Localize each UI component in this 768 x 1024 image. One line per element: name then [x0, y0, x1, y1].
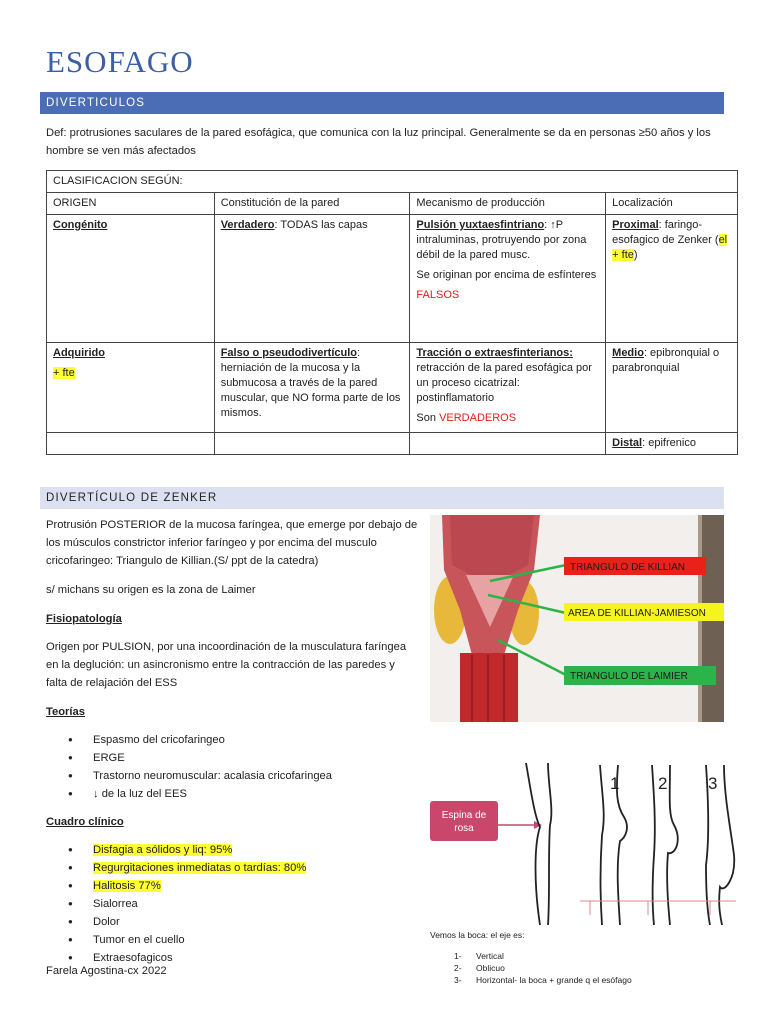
term-falso: Falso o pseudodivertículo — [220, 347, 357, 359]
callout-text: Espina de rosa — [441, 810, 487, 834]
item-number: 2- — [454, 963, 462, 973]
term-pulsion: Pulsión yuxtaesfintriano — [416, 219, 545, 231]
diagram-note-list — [454, 950, 632, 986]
cell-text: : epibronquial o parabronquial — [612, 347, 720, 374]
zenker-body — [46, 516, 418, 977]
list-item — [454, 950, 632, 962]
diverticulum-diagram — [430, 755, 740, 930]
term-verdadero: Verdadero — [220, 219, 275, 231]
cell-text: Se originan por encima de esfínteres — [416, 269, 597, 281]
label-laimer: TRIANGULO DE LAIMIER — [570, 671, 688, 682]
classification-table — [46, 170, 738, 455]
list-item: ● Sialorrea — [46, 895, 418, 913]
page-title: ESOFAGO — [46, 44, 194, 79]
highlight: Disfagia a sólidos y liq: 95% — [93, 844, 233, 856]
item-text: Oblicuo — [476, 963, 505, 973]
list-item — [454, 974, 632, 986]
term-traccion: Tracción o extraesfinterianos: — [416, 347, 573, 359]
item-text: Vertical — [476, 951, 504, 961]
callout-box — [430, 801, 498, 841]
table-cell — [214, 433, 410, 455]
list-item: ● Trastorno neuromuscular: acalasia cricofaringea — [46, 767, 418, 785]
list-item: ● Tumor en el cuello — [46, 931, 418, 949]
tag-falsos: FALSOS — [416, 289, 460, 301]
origen-congenito: Congénito — [53, 219, 108, 231]
highlight: el + fte — [612, 234, 728, 261]
table-header: ORIGEN — [47, 193, 215, 215]
table-cell — [47, 215, 215, 343]
table-header: Localización — [606, 193, 738, 215]
section-heading-zenker: DIVERTÍCULO DE ZENKER — [40, 487, 724, 509]
teorias-list — [46, 731, 418, 803]
term-proximal: Proximal — [612, 219, 659, 231]
item-text: Horizontal- la boca + grande q el esófago — [476, 975, 632, 985]
highlight: + fte — [53, 367, 75, 379]
label-killian: TRIANGULO DE KILLIAN — [570, 562, 686, 573]
anatomy-illustration — [430, 515, 724, 722]
list-item — [454, 962, 632, 974]
list-item: ● Dolor — [46, 913, 418, 931]
cuadro-clinico-heading: Cuadro clínico — [46, 816, 124, 828]
item-number: 3- — [454, 975, 462, 985]
cell-text: Son — [416, 412, 440, 424]
table-cell — [47, 343, 215, 433]
table-cell — [606, 215, 738, 343]
table-header: Constitución de la pared — [214, 193, 410, 215]
term-distal: Distal — [612, 437, 643, 449]
cuadro-list — [46, 841, 418, 967]
table-cell — [214, 343, 410, 433]
cell-text: : faringo-esofagico de Zenker — [612, 219, 712, 246]
section-heading-diverticulos: DIVERTICULOS — [40, 92, 724, 114]
origen-adquirido: Adquirido — [53, 347, 105, 359]
table-cell — [410, 343, 606, 433]
highlight: Halitosis 77% — [93, 880, 161, 892]
list-item — [46, 877, 418, 895]
list-item: ● Extraesofagicos — [46, 949, 418, 967]
highlight: Regurgitaciones inmediatas o tardías: 80% — [93, 862, 307, 874]
esophagus — [460, 653, 518, 722]
table-caption: CLASIFICACION SEGÚN: — [47, 171, 738, 193]
diagram-number-3: 3 — [708, 774, 718, 793]
diagram-note-title: Vemos la boca: el eje es: — [430, 930, 525, 940]
term-medio: Medio — [612, 347, 644, 359]
table-header: Mecanismo de producción — [410, 193, 606, 215]
table-cell — [410, 433, 606, 455]
zenker-intro: Protrusión POSTERIOR de la mucosa faríngea, que emerge por debajo de los músculos constrictor inferior faríngeo y por encima del musculo cricofaringeo: Triangulo de Killian.(S/ ppt de la catedra) — [46, 519, 418, 567]
cell-text: : TODAS las capas — [274, 219, 368, 231]
list-item: ● Espasmo del cricofaringeo — [46, 731, 418, 749]
cell-text: ( — [714, 234, 719, 246]
definition-text: Def: protrusiones saculares de la pared esofágica, que comunica con la luz principal. Generalmente se da en personas ≥50 años y los hombre se ven más afectados — [46, 127, 711, 157]
footer-author: Farela Agostina-cx 2022 — [46, 965, 167, 977]
zenker-origin: s/ michans su origen es la zona de Laimer — [46, 584, 256, 596]
table-cell — [47, 433, 215, 455]
cell-text: : epifrenico — [642, 437, 696, 449]
table-cell — [606, 433, 738, 455]
diagram-number-1: 1 — [610, 774, 620, 793]
item-number: 1- — [454, 951, 462, 961]
fisiopatologia-heading: Fisiopatología — [46, 613, 122, 625]
diagram-number-2: 2 — [658, 774, 668, 793]
cell-text: retracción de la pared esofágica por un proceso cicatrizal: postinflamatorio — [416, 362, 592, 404]
tag-verdaderos: VERDADEROS — [439, 412, 517, 424]
list-item: ● ERGE — [46, 749, 418, 767]
label-killian-jamieson: AREA DE KILLIAN-JAMIESON — [568, 608, 706, 619]
teorias-heading: Teorías — [46, 706, 85, 718]
list-item — [46, 859, 418, 877]
table-cell — [606, 343, 738, 433]
table-cell — [410, 215, 606, 343]
cell-text: ) — [633, 249, 638, 261]
table-cell — [214, 215, 410, 343]
fisiopatologia-text: Origen por PULSION, por una incoordinación de la musculatura faríngea en la deglución: un asincronismo entre la contracción de las paredes y falta de relajación del ESS — [46, 641, 407, 689]
cell-text: : ↑P intraluminas, protruyendo por zona débil de la pared musc. — [416, 219, 587, 261]
list-item: ● ↓ de la luz del EES — [46, 785, 418, 803]
list-item — [46, 841, 418, 859]
cell-text: : herniación de la mucosa y la submucosa a través de la pared muscular, que NO forma parte de los mismos. — [220, 347, 401, 419]
